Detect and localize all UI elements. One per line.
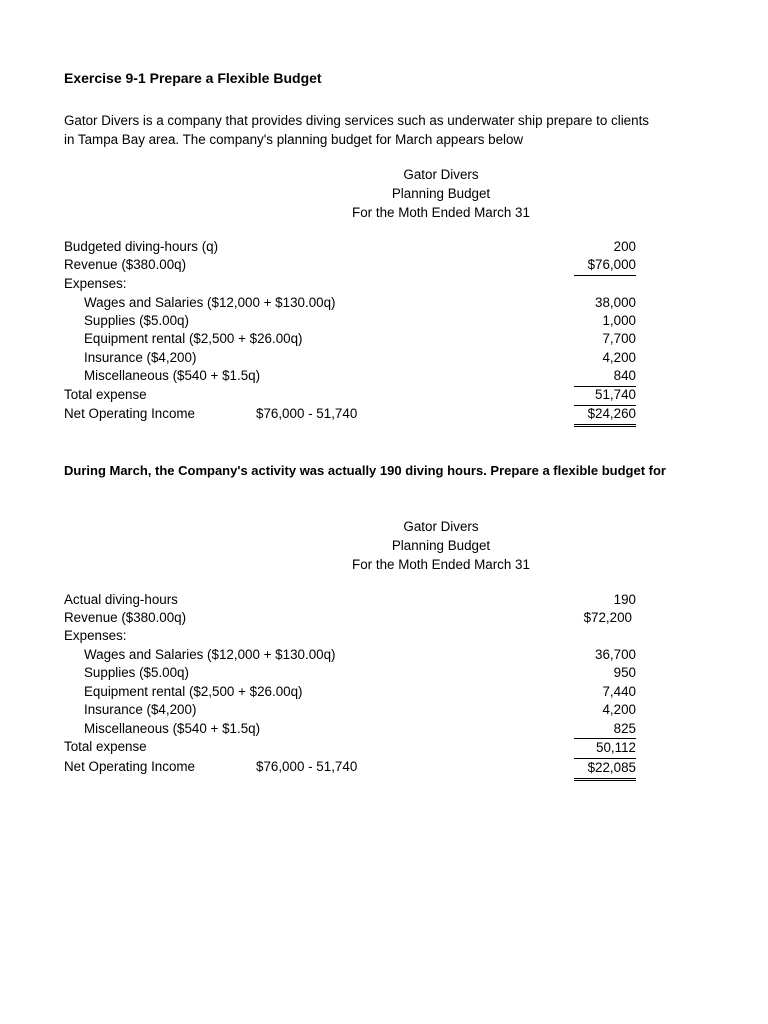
row-value: 7,700 [602, 331, 636, 346]
row-value: 4,200 [602, 702, 636, 717]
row-label: Insurance ($4,200) [84, 350, 197, 365]
budget2-row-hours [64, 591, 636, 610]
row-value: 1,000 [602, 313, 636, 328]
budget1-row-misc [64, 367, 636, 386]
row-value: 38,000 [595, 295, 636, 310]
budget1-row-supplies [64, 312, 636, 331]
budget2-row-equipment [64, 683, 636, 702]
row-label: Wages and Salaries ($12,000 + $130.00q) [84, 295, 336, 310]
row-value: 51,740 [574, 386, 636, 406]
row-label: Net Operating Income [64, 406, 195, 421]
budget2-row-supplies [64, 664, 636, 683]
budget1-row-noi [64, 405, 636, 424]
period-label: For the Moth Ended March 31 [352, 557, 530, 572]
budget1-row-insurance [64, 349, 636, 368]
company-name: Gator Divers [403, 519, 479, 534]
row-label: Expenses: [64, 628, 127, 643]
row-value: 4,200 [602, 350, 636, 365]
intro-line: Gator Divers is a company that provides diving services such as underwater ship prepare to clients [64, 113, 649, 128]
budget1-row-expenses [64, 275, 636, 294]
budget-name: Planning Budget [391, 538, 491, 553]
budget1-row-equipment [64, 330, 636, 349]
row-label: Total expense [64, 739, 147, 754]
row-label: Equipment rental ($2,500 + $26.00q) [84, 331, 303, 346]
row-label: Total expense [64, 387, 147, 402]
row-formula: $76,000 - 51,740 [256, 406, 358, 421]
budget2-row-revenue [64, 609, 636, 628]
budget2-row-noi [64, 758, 636, 777]
row-label: Supplies ($5.00q) [84, 313, 189, 328]
row-label: Revenue ($380.00q) [64, 257, 187, 272]
row-label: Miscellaneous ($540 + $1.5q) [84, 721, 261, 736]
exercise-title: Exercise 9-1 Prepare a Flexible Budget [64, 70, 322, 86]
row-label: Actual diving-hours [64, 592, 178, 607]
row-value: 7,440 [602, 684, 636, 699]
row-label: Insurance ($4,200) [84, 702, 197, 717]
budget1-row-hours [64, 238, 636, 257]
row-value: $76,000 [574, 256, 636, 276]
row-value: $72,200 [583, 610, 632, 625]
row-value: 200 [613, 239, 636, 254]
question-text: During March, the Company's activity was actually 190 diving hours. Prepare a flexible budget for [64, 463, 666, 478]
budget1-row-wages [64, 294, 636, 313]
company-name: Gator Divers [403, 167, 479, 182]
row-label: Equipment rental ($2,500 + $26.00q) [84, 684, 303, 699]
budget2-row-wages [64, 646, 636, 665]
row-label: Revenue ($380.00q) [64, 610, 187, 625]
row-value: 36,700 [595, 647, 636, 662]
row-label: Miscellaneous ($540 + $1.5q) [84, 368, 261, 383]
row-value: 825 [613, 721, 636, 736]
row-formula: $76,000 - 51,740 [256, 759, 358, 774]
row-value: $22,085 [574, 758, 636, 781]
budget2-row-expenses [64, 627, 636, 646]
row-value: 840 [574, 367, 636, 387]
row-label: Net Operating Income [64, 759, 195, 774]
intro-paragraph [64, 111, 704, 149]
budget2-heading [300, 517, 582, 574]
budget1-heading [300, 165, 582, 222]
budget2-row-misc [64, 720, 636, 739]
period-label: For the Moth Ended March 31 [352, 205, 530, 220]
row-label: Supplies ($5.00q) [84, 665, 189, 680]
intro-line: in Tampa Bay area. The company's planning budget for March appears below [64, 132, 524, 147]
row-value: $24,260 [574, 405, 636, 427]
row-label: Wages and Salaries ($12,000 + $130.00q) [84, 647, 336, 662]
budget1-row-revenue [64, 256, 636, 275]
budget1-row-total [64, 386, 636, 405]
budget2-row-total [64, 738, 636, 757]
row-value: 50,112 [574, 738, 636, 758]
budget-name: Planning Budget [391, 186, 491, 201]
row-value: 190 [613, 592, 636, 607]
row-label: Expenses: [64, 276, 127, 291]
budget2-row-insurance [64, 701, 636, 720]
row-value: 950 [613, 665, 636, 680]
row-label: Budgeted diving-hours (q) [64, 239, 219, 254]
